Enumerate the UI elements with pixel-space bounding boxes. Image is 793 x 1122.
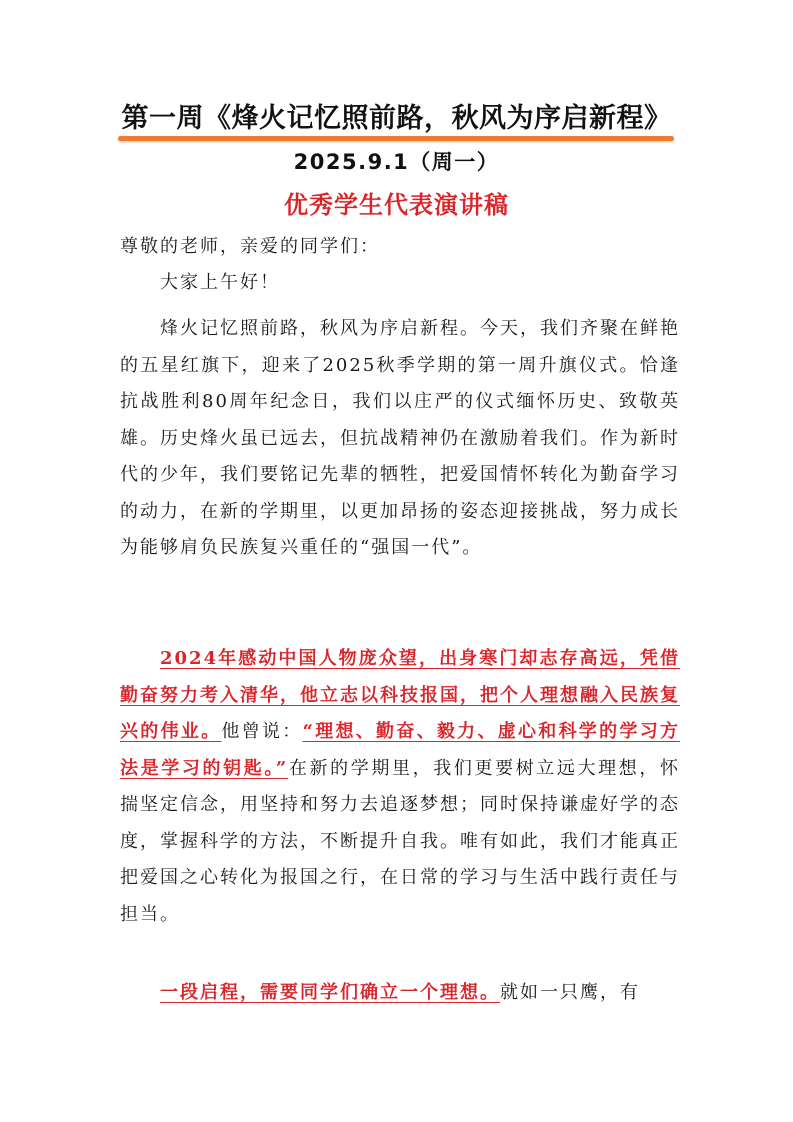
speech-paragraph-3 <box>120 975 680 1012</box>
highlight-pang-zhongwang: 2024年感动中国人物庞众望，出身寒门却志存高远，凭借勤奋努力考入清华，他立志以科技报国，把个人理想融入民族复兴的伟业。 <box>120 648 680 742</box>
title-underline-decoration <box>118 136 674 141</box>
document-subtitle: 优秀学生代表演讲稿 <box>284 191 509 219</box>
speech-greeting: 尊敬的老师，亲爱的同学们： <box>120 236 380 257</box>
speech-text-he-said: 他曾说： <box>221 721 303 742</box>
speech-hello: 大家上午好！ <box>160 272 280 293</box>
speech-text-eagle: 就如一只鹰，有 <box>500 982 640 1003</box>
highlight-ideal: 一段启程，需要同学们确立一个理想。 <box>160 982 500 1003</box>
speech-paragraph-1: 烽火记忆照前路，秋风为序启新程。今天，我们齐聚在鲜艳的五星红旗下，迎来了2025秋季学期的第一周升旗仪式。恰逢抗战胜利80周年纪念日，我们以庄严的仪式缅怀历史、致敬英雄。历史烽火虽已远去，但抗战精神仍在激励着我们。作为新时代的少年，我们要铭记先辈的牺牲，把爱国情怀转化为勤奋学习的动力，在新的学期里，以更加昂扬的姿态迎接挑战，努力成长为能够肩负民族复兴重任的“强国一代”。 <box>120 318 680 558</box>
highlight-quote: “理想、勤奋、毅力、虚心和科学的学习方法是学习的钥匙。” <box>120 721 681 779</box>
document-date: 2025.9.1（周一） <box>293 150 500 174</box>
speech-paragraph-2 <box>120 641 680 933</box>
speech-text-new-semester: 在新的学期里，我们更要树立远大理想，怀揣坚定信念，用坚持和努力去追逐梦想；同时保持谦虚好学的态度，掌握科学的方法，不断提升自我。唯有如此，我们才能真正把爱国之心转化为报国之行，在日常的学习与生活中践行责任与担当。 <box>120 757 681 925</box>
document-title: 第一周《烽火记忆照前路，秋风为序启新程》 <box>121 103 672 134</box>
